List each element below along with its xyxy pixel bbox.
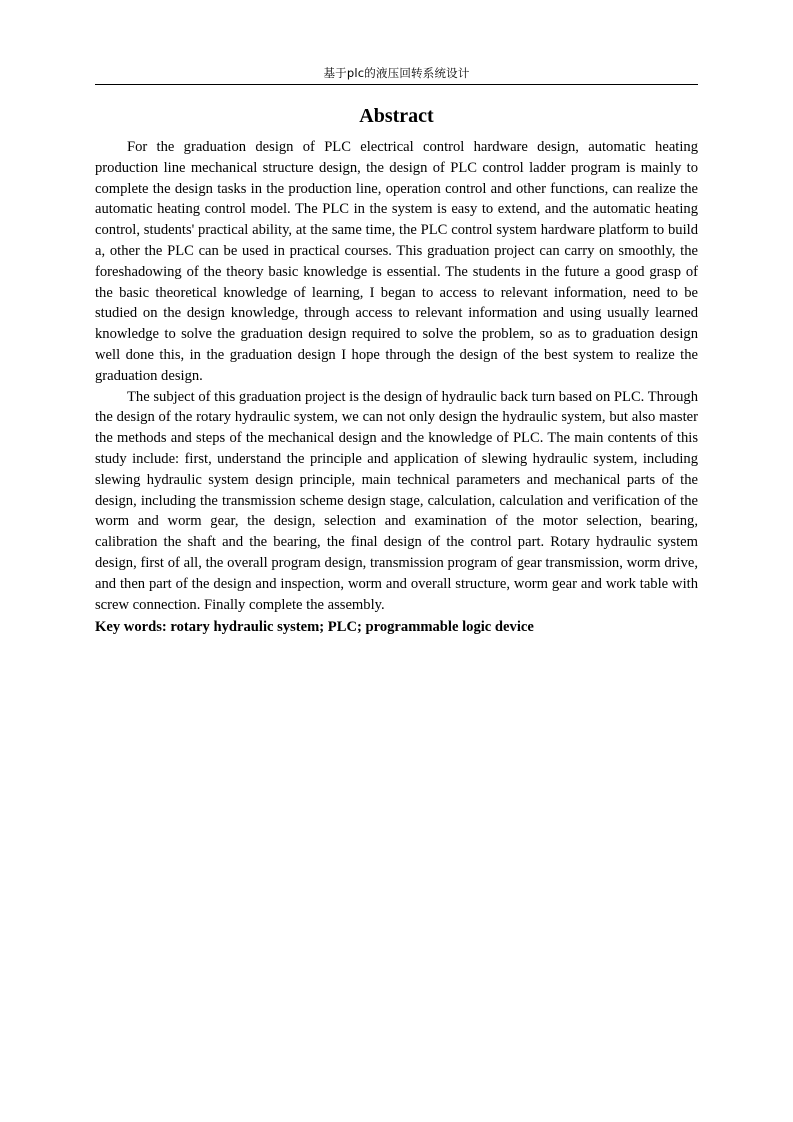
running-header: 基于plc的液压回转系统设计 [323,66,470,80]
abstract-title: Abstract [359,105,434,127]
abstract-paragraph-1: For the graduation design of PLC electrical control hardware design, automatic heating production line mechanical structure design, the design of PLC control ladder program is mainly to complete the design tasks in the production line, operation control and other functions, can realize the automatic heating control model. The PLC in the system is easy to extend, and the automatic heating control, students' practical ability, at the same time, the PLC control system hardware platform to build a, other the PLC can be used in practical courses. This graduation project can carry on smoothly, the foreshadowing of the theory basic knowledge is essential. The students in the future a good grasp of the basic theoretical knowledge of learning, I began to access to relevant information, need to be studied on the design knowledge, through access to relevant information and using usually learned knowledge to solve the graduation design required to solve the problem, so as to graduation design well done this, in the graduation design I hope through the design of the best system to realize the graduation design. [95,139,698,384]
abstract-paragraph-2: The subject of this graduation project is the design of hydraulic back turn based on PLC. Through the design of the rotary hydraulic system, we can not only design the hydraulic system, but also master the methods and steps of the mechanical design and the knowledge of PLC. The main contents of this study include: first, understand the principle and application of slewing hydraulic system, including slewing hydraulic system design principle, main technical parameters and mechanical parts of the design, including the transmission scheme design stage, calculation, calculation and verification of the worm and worm gear, the design, selection and examination of the motor selection, bearing, calibration the shaft and the bearing, the final design of the control part. Rotary hydraulic system design, first of all, the overall program design, transmission program of gear transmission, worm drive, and then part of the design and inspection, worm and overall structure, worm gear and work table with screw connection. Finally complete the assembly. [95,388,698,613]
keywords: Key words: rotary hydraulic system; PLC; programmable logic device [95,619,534,636]
header-rule [95,84,698,85]
abstract-body [95,137,698,638]
